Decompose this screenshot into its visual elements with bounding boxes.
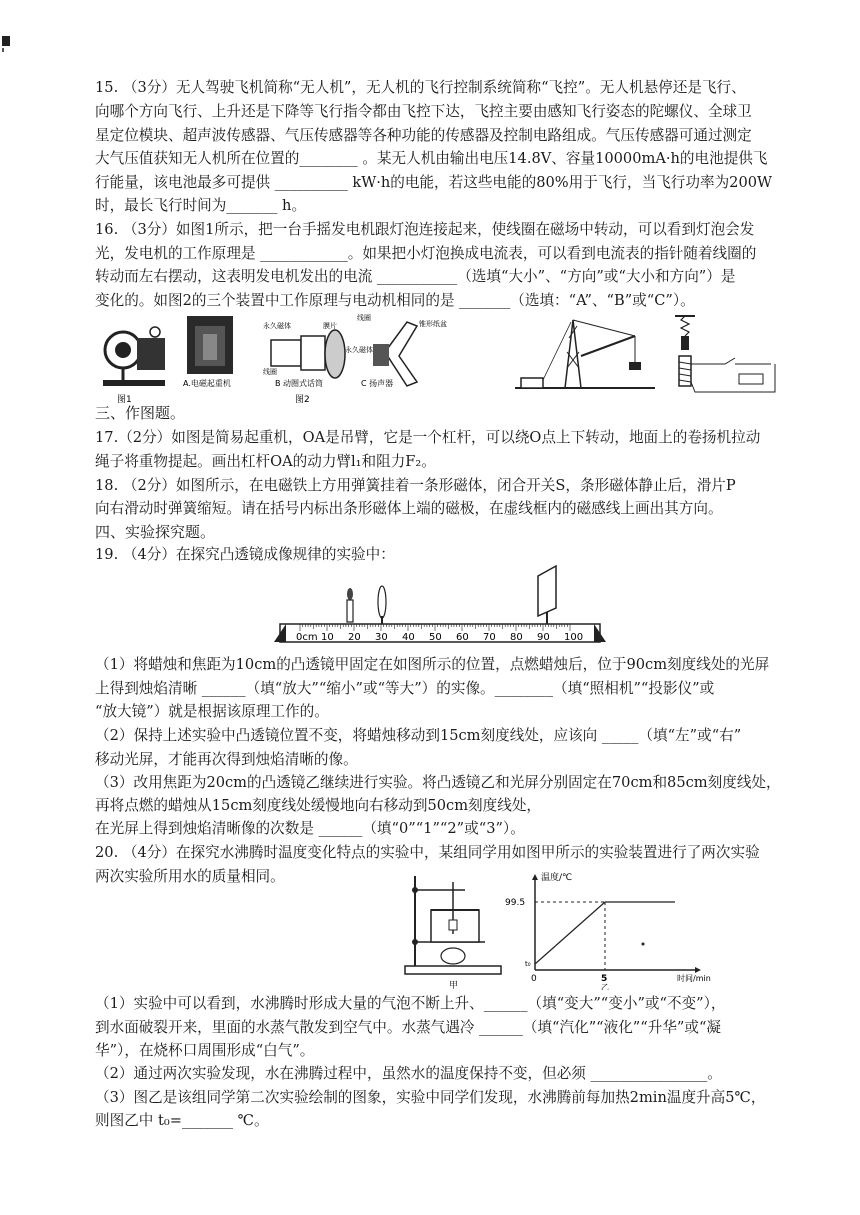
q15-line-2: 向哪个方向飞行、上升还是下降等飞行指令都由飞控下达，飞控主要由感知飞行姿态的陀螺仪、全球卫 xyxy=(95,103,752,120)
q19-line-0: 19. （4分）在探究凸透镜成像规律的实验中： xyxy=(95,546,395,563)
fig-b-magnet-label: 永久磁体 xyxy=(263,322,291,330)
boiling-apparatus-figure xyxy=(405,876,501,990)
q20-p3-line-a: （3）图乙是该组同学第二次实验绘制的图象，实验中同学们发现，水沸腾前每加热2min温度升高5℃， xyxy=(95,1089,766,1106)
fig-c-coil-label: 线圈 xyxy=(357,314,371,322)
fig-b-membrane-label: 膜片 xyxy=(323,322,337,330)
q15-line-1: 15. （3分）无人驾驶飞机简称“无人机”，无人机的飞行控制系统简称“飞控”。无人机悬停还是飞行、 xyxy=(95,79,746,96)
light-screen xyxy=(538,566,556,624)
y-value-label: 99.5 xyxy=(505,898,526,908)
q19-p1-line-b: 上得到烛焰清晰 ______（填“放大”“缩小”或“等大”）的实像。________（填“照相机”“投影仪”或 xyxy=(95,680,715,697)
ruler-tick-label: 60 xyxy=(456,632,469,643)
q19-p1-line-a: （1）将蜡烛和焦距为10cm的凸透镜甲固定在如图所示的位置，点燃蜡烛后，位于90cm刻度线处的光屏 xyxy=(95,656,770,673)
q17-line-2: 绳子将重物提起。画出杠杆OA的动力臂l₁和阻力F₂。 xyxy=(95,453,436,470)
q15-line-4: 大气压值获知无人机所在位置的________ 。某无人机由输出电压14.8V、容量10000mA·h的电池提供飞 xyxy=(95,150,768,167)
ruler-tick-label: 30 xyxy=(375,632,388,643)
fig2-label: 图2 xyxy=(295,395,310,404)
x-axis-label: 时间/min xyxy=(677,974,711,983)
t0-label: t₀ xyxy=(525,960,531,968)
hand-generator-figure xyxy=(103,327,165,404)
fig-jia-label: 甲 xyxy=(449,981,459,990)
figure-row-16-18 xyxy=(95,312,795,404)
q15-line-6: 时，最长飞行时间为_______ h。 xyxy=(95,197,307,214)
q20-p3-line-b: 则图乙中 t₀=_______ ℃。 xyxy=(95,1112,269,1129)
boiling-figures xyxy=(395,870,755,990)
fig-c-membrane-label: 锥形纸盆 xyxy=(419,320,447,328)
corner-mark xyxy=(2,36,10,46)
ruler-tick-label: 100 xyxy=(564,632,584,643)
dynamic-microphone-figure xyxy=(263,321,345,404)
candle xyxy=(347,588,353,622)
corner-mark-small xyxy=(2,48,4,52)
fig-yi-label: 乙 xyxy=(601,983,609,990)
q16-line-2: 光，发电机的工作原理是 ____________。如果把小灯泡换成电流表，可以看到电流表的指针随着线圈的 xyxy=(95,245,757,262)
q19-p3-line-a: （3）改用焦距为20cm的凸透镜乙继续进行实验。将凸透镜乙和光屏分别固定在70cm和85cm刻度线处， xyxy=(95,774,781,791)
section-4-title: 四、实验探究题。 xyxy=(95,523,216,541)
ruler-tick-label: 80 xyxy=(510,632,523,643)
ruler-tick-label: 20 xyxy=(348,632,361,643)
q20-line-2: 两次实验所用水的质量相同。 xyxy=(95,868,285,885)
q16-line-4: 变化的。如图2的三个装置中工作原理与电动机相同的是 _______（选填：“A”、“B”或“C”）。 xyxy=(95,292,695,309)
q20-p1-line-c: 华”），在烧杯口周围形成“白气”。 xyxy=(95,1042,315,1059)
crane-figure xyxy=(515,320,655,388)
q15-line-5: 行能量，该电池最多可提供 __________ kW·h的电能，若这些电能的80%用于飞行，当飞行功率为200W xyxy=(95,174,773,191)
fig1-label: 图1 xyxy=(117,395,132,404)
optical-bench-figure xyxy=(270,560,610,652)
fig-a-label: A.电磁起重机 xyxy=(183,379,231,388)
q20-line-1: 20. （4分）在探究水沸腾时温度变化特点的实验中，某组同学用如图甲所示的实验装置进行了两次实验 xyxy=(95,844,760,861)
loudspeaker-figure xyxy=(345,313,447,388)
ruler-tick-label: 90 xyxy=(537,632,550,643)
ruler-tick-label: 50 xyxy=(429,632,442,643)
q20-p1-line-a: （1）实验中可以看到，水沸腾时形成大量的气泡不断上升、______（填“变大”“变小”或“不变”）， xyxy=(95,995,726,1012)
q19-p2-line-b: 移动光屏，才能再次得到烛焰清晰的像。 xyxy=(95,751,358,768)
fig-c-label: C 扬声器 xyxy=(361,379,394,388)
fig-c-magnet-label: 永久磁体 xyxy=(345,346,373,354)
fig-b-label: B 动圈式话筒 xyxy=(275,379,324,388)
q19-p1-line-c: “放大镜”）就是根据该原理工作的。 xyxy=(95,703,329,720)
q18-line-1: 18. （2分）如图所示，在电磁铁上方用弹簧挂着一条形磁体，闭合开关S，条形磁体静止后，滑片P xyxy=(95,477,736,494)
q16-line-1: 16. （3分）如图1所示，把一台手摇发电机跟灯泡连接起来，使线圈在磁场中转动，可以看到灯泡会发 xyxy=(95,221,755,238)
q17-line-1: 17.（2分）如图是简易起重机，OA是吊臂，它是一个杠杆，可以绕O点上下转动，地面上的卷扬机拉动 xyxy=(95,429,761,446)
convex-lens xyxy=(378,586,386,624)
section-3-title: 三、作图题。 xyxy=(95,404,186,422)
ruler-tick-label: 10 xyxy=(321,632,334,643)
electromagnet-crane-photo xyxy=(183,316,233,388)
q20-p1-line-b: 到水面破裂开来，里面的水蒸气散发到空气中。水蒸气遇冷 ______（填“汽化”“液化”“升华”或“凝 xyxy=(95,1019,722,1036)
origin-label: 0 xyxy=(531,974,537,984)
q19-p3-line-b: 再将点燃的蜡烛从15cm刻度线处缓慢地向右移动到50cm刻度线处， xyxy=(95,797,542,814)
ruler-tick-label: 0cm xyxy=(296,632,318,643)
x-value-label: 5 xyxy=(601,974,608,984)
ruler-tick-label: 40 xyxy=(402,632,415,643)
electromagnet-spring-figure xyxy=(675,316,775,392)
q18-line-2: 向右滑动时弹簧缩短。请在括号内标出条形磁体上端的磁极，在虚线框内的磁感线上画出其方向。 xyxy=(95,500,723,517)
q19-p2-line-a: （2）保持上述实验中凸透镜位置不变，将蜡烛移动到15cm刻度线处，应该向 _____（填“左”或“右” xyxy=(95,727,742,744)
ruler-tick-label: 70 xyxy=(483,632,496,643)
y-axis-label: 温度/℃ xyxy=(541,873,573,883)
q20-p2-line: （2）通过两次实验发现，水在沸腾过程中，虽然水的温度保持不变，但必须 ________________。 xyxy=(95,1065,722,1082)
q16-line-3: 转动而左右摆动，这表明发电机发出的电流 ___________（选填“大小”、“方向”或“大小和方向”）是 xyxy=(95,268,736,285)
temperature-time-graph xyxy=(505,871,711,990)
q19-p3-line-c: 在光屏上得到烛焰清晰像的次数是 ______（填“0”“1”“2”或“3”）。 xyxy=(95,820,525,837)
q15-line-3: 星定位模块、超声波传感器、气压传感器等各种功能的传感器及控制电路组成。气压传感器可通过测定 xyxy=(95,127,752,144)
fig-b-coil-label: 线圈 xyxy=(263,368,277,376)
